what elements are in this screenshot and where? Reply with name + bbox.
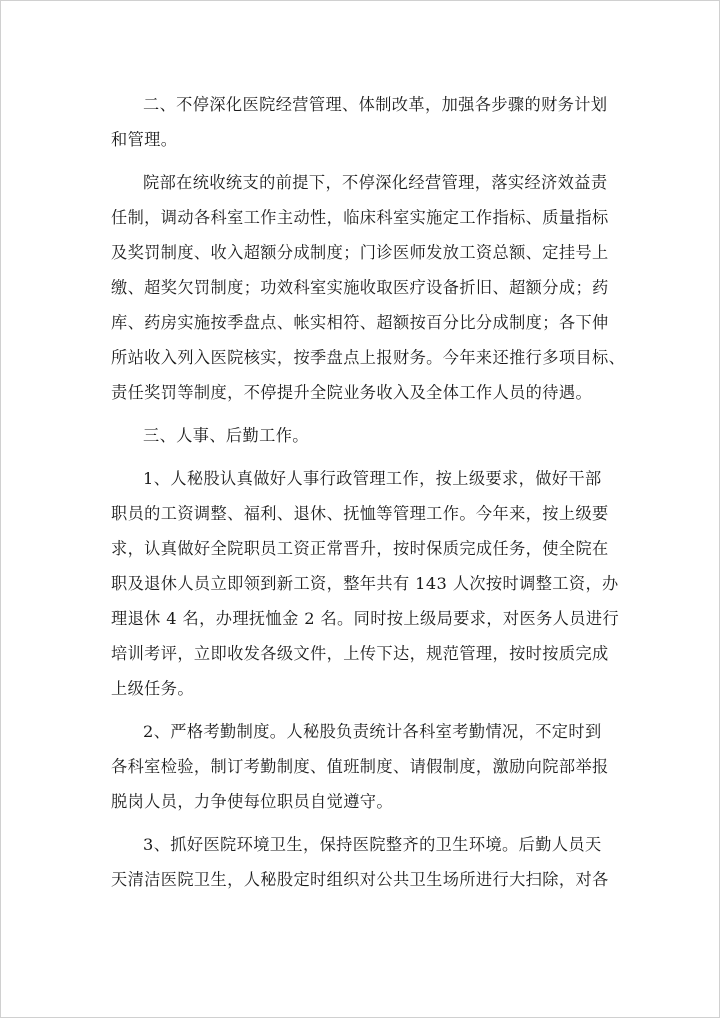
paragraph-section-three-heading bbox=[111, 418, 603, 453]
text-line: 3、抓好医院环境卫生，保持医院整齐的卫生环境。后勤人员天 bbox=[143, 835, 602, 854]
text-line: 三、人事、后勤工作。 bbox=[143, 426, 309, 445]
paragraph-personnel-admin bbox=[111, 461, 620, 706]
text-line: 1、人秘股认真做好人事行政管理工作，按上级要求，做好干部 bbox=[143, 469, 602, 488]
text-line: 天清洁医院卫生，人秘股定时组织对公共卫生场所进行大扫除，对各 bbox=[111, 870, 609, 889]
text-line: 及奖罚制度、收入超额分成制度；门诊医师发放工资总额、定挂号上 bbox=[111, 243, 609, 262]
document-body bbox=[111, 87, 626, 897]
text-line: 缴、超奖欠罚制度；功效科室实施收取医疗设备折旧、超额分成；药 bbox=[111, 278, 609, 297]
text-line: 任制，调动各科室工作主动性，临床科室实施定工作指标、质量指标 bbox=[111, 208, 609, 227]
paragraph-environment-hygiene bbox=[111, 827, 609, 897]
text-line: 脱岗人员，力争使每位职员自觉遵守。 bbox=[111, 792, 393, 811]
paragraph-finance-management bbox=[111, 165, 626, 410]
text-line: 二、不停深化医院经营管理、体制改革，加强各步骤的财务计划 bbox=[143, 95, 608, 114]
paragraph-section-two-heading bbox=[111, 87, 608, 157]
text-line: 求，认真做好全院职员工资正常晋升，按时保质完成任务，使全院在 bbox=[111, 539, 609, 558]
text-line: 责任奖罚等制度，不停提升全院业务收入及全体工作人员的待遇。 bbox=[111, 383, 593, 402]
text-line: 库、药房实施按季盘点、帐实相符、超额按百分比分成制度；各下伸 bbox=[111, 313, 609, 332]
text-line: 各科室检验，制订考勤制度、值班制度、请假制度，激励向院部举报 bbox=[111, 757, 609, 776]
text-line: 理退休 4 名，办理抚恤金 2 名。同时按上级局要求，对医务人员进行 bbox=[111, 609, 620, 628]
text-line: 院部在统收统支的前提下，不停深化经营管理，落实经济效益责 bbox=[143, 173, 608, 192]
text-line: 培训考评，立即收发各级文件，上传下达，规范管理，按时按质完成 bbox=[111, 644, 609, 663]
text-line: 所站收入列入医院核实，按季盘点上报财务。今年来还推行多项目标、 bbox=[111, 348, 626, 367]
text-line: 职及退休人员立即领到新工资，整年共有 143 人次按时调整工资，办 bbox=[111, 574, 619, 593]
paragraph-attendance-policy bbox=[111, 714, 609, 819]
text-line: 和管理。 bbox=[111, 130, 178, 149]
text-line: 上级任务。 bbox=[111, 679, 194, 698]
text-line: 2、严格考勤制度。人秘股负责统计各科室考勤情况，不定时到 bbox=[143, 722, 602, 741]
text-line: 职员的工资调整、福利、退休、抚恤等管理工作。今年来，按上级要 bbox=[111, 504, 609, 523]
